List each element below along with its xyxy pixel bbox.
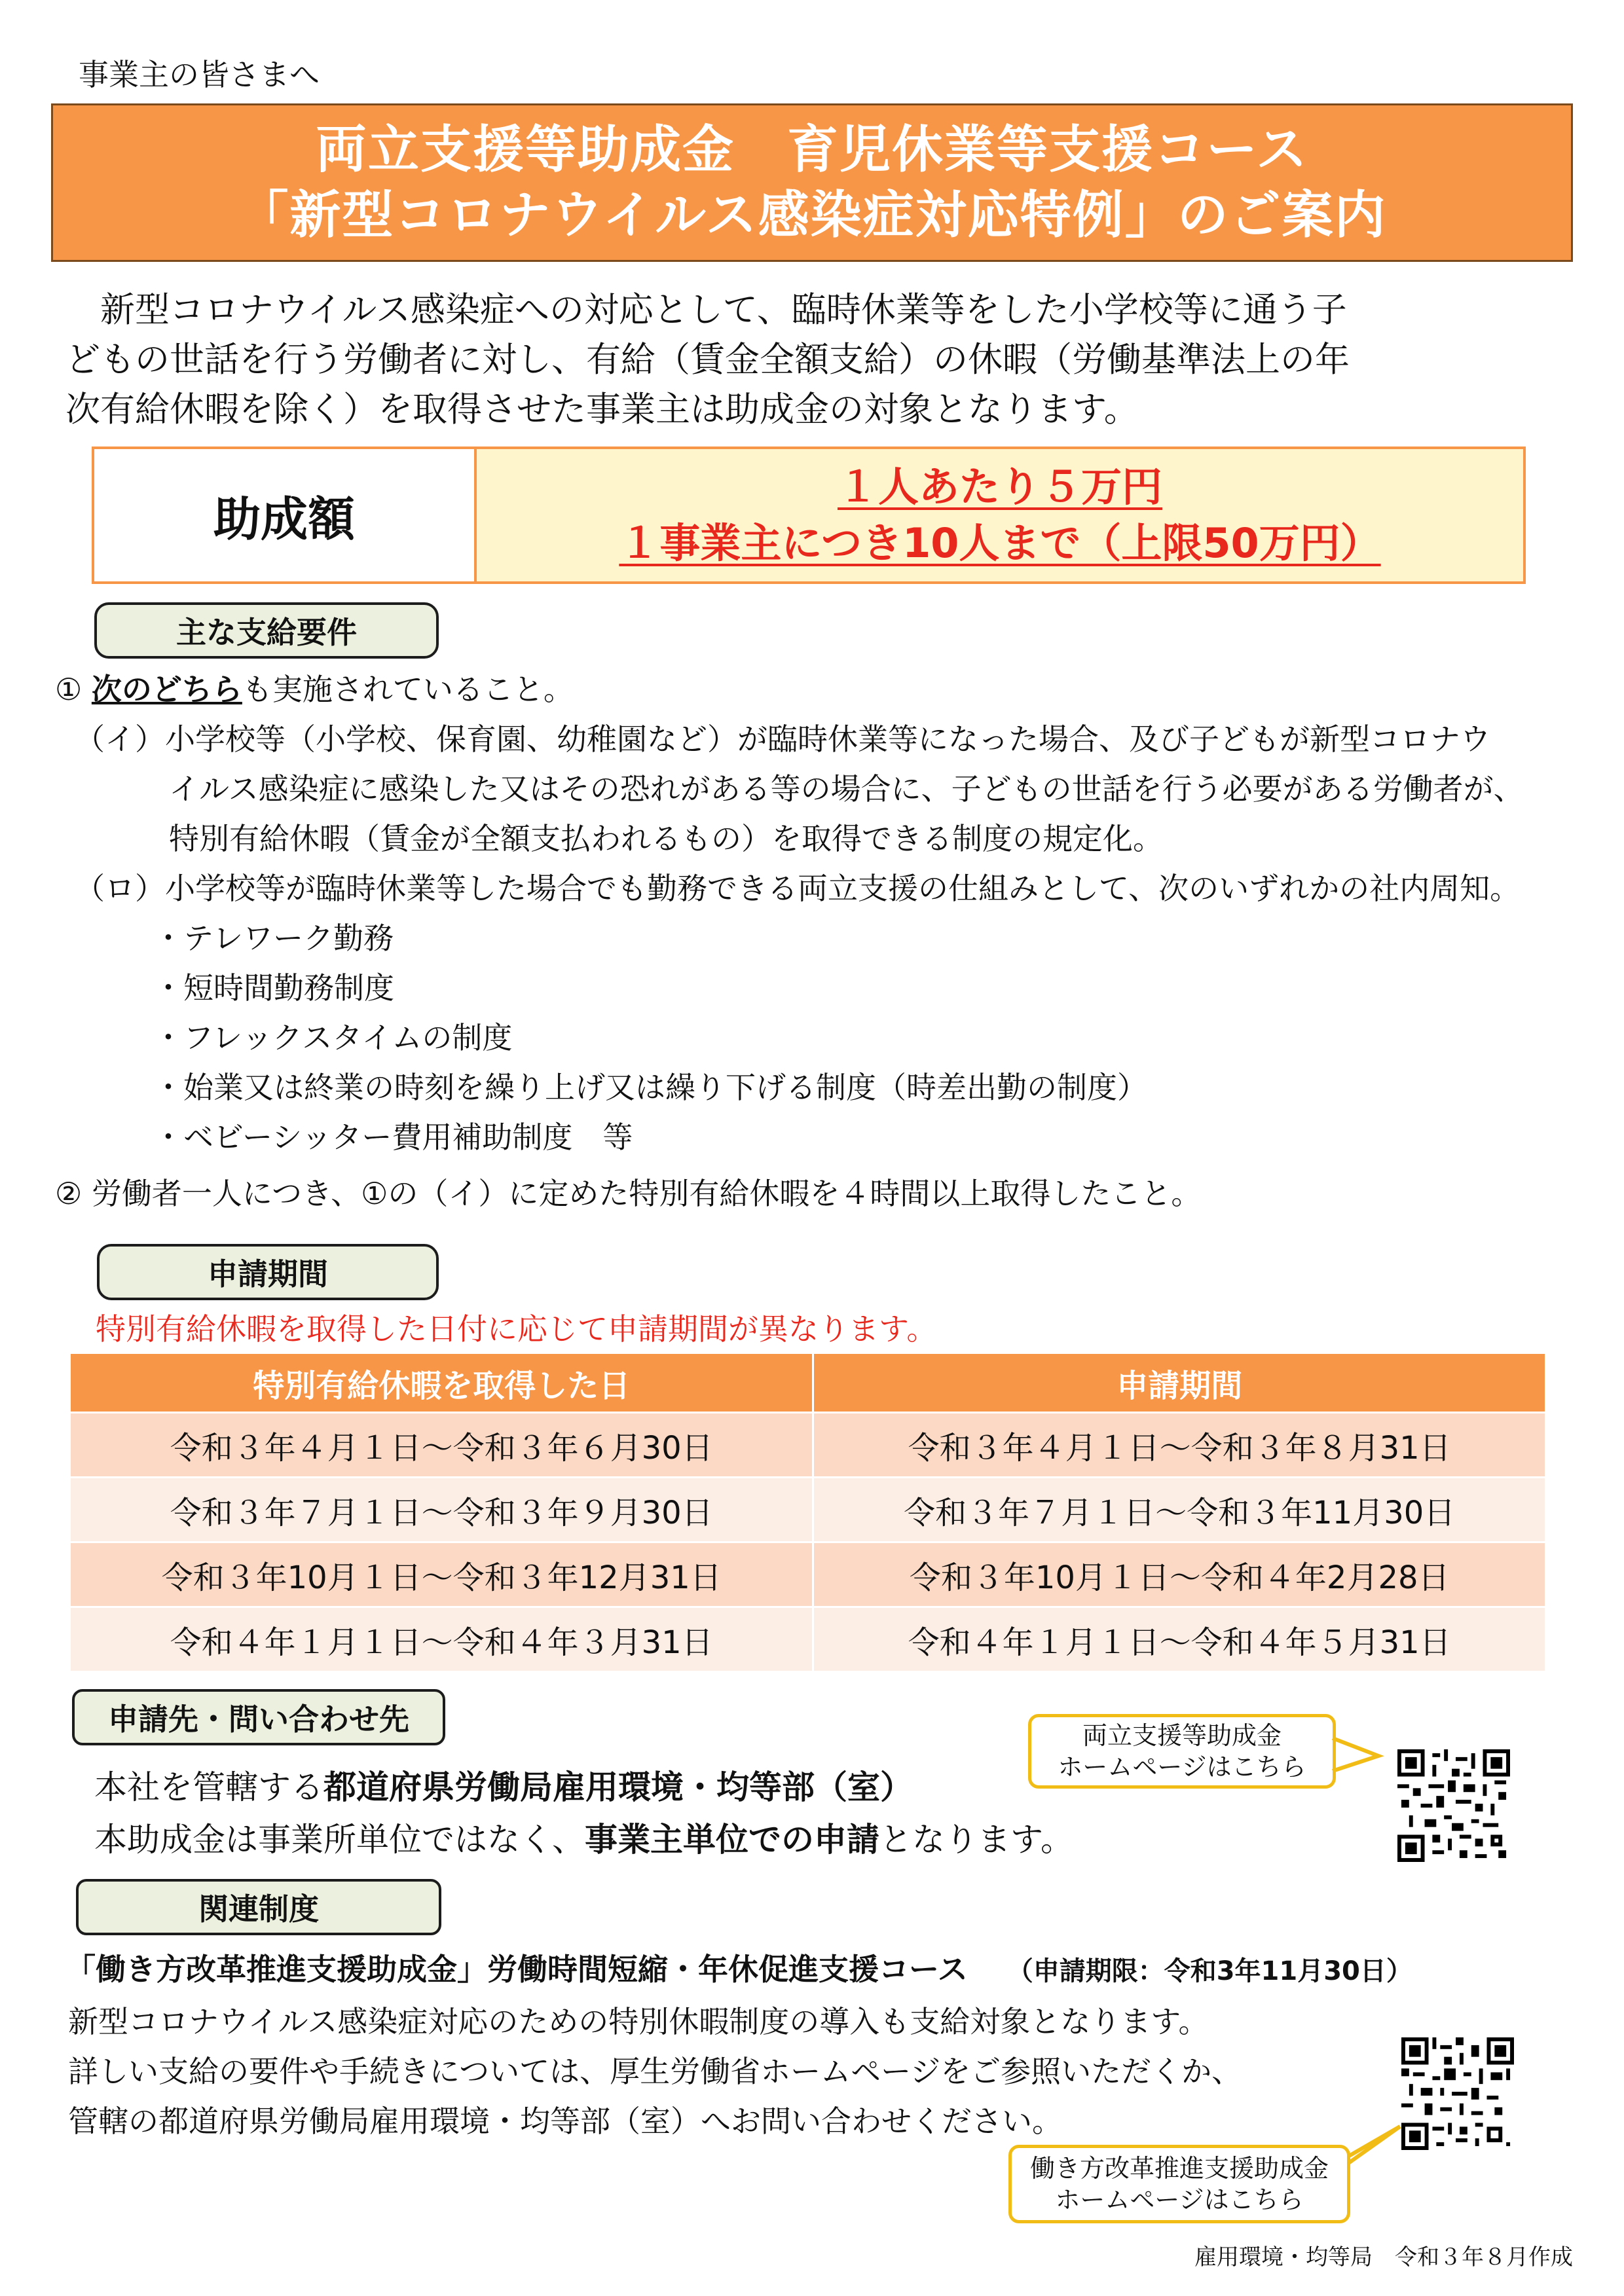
qr-code-hatarakikata[interactable]	[1401, 2037, 1514, 2150]
cell-apply: 令和４年１月１日～令和４年５月31日	[813, 1607, 1546, 1671]
cell-taken: 令和３年４月１日～令和３年６月30日	[71, 1413, 813, 1478]
amount-limit: １事業主につき10人まで（上限50万円）	[619, 519, 1381, 567]
bullet-item: ・ベビーシッター費用補助制度 等	[153, 1120, 633, 1155]
table-row	[71, 1478, 1546, 1542]
requirement-1: ① 次のどちらも実施されていること。	[55, 672, 574, 707]
related-deadline: （申請期限：令和3年11月30日）	[1006, 1956, 1412, 1986]
requirement-ro-line-1: （ロ）小学校等が臨時休業等した場合でも勤務できる両立支援の仕組みとして、次のいずれかの社内周知。	[75, 871, 1521, 906]
subsidy-amount-box	[92, 446, 1526, 584]
period-table	[71, 1354, 1547, 1671]
callout-ryoritsu: 両立支援等助成金 ホームページはこちら	[1028, 1714, 1336, 1789]
cell-apply: 令和３年７月１日～令和３年11月30日	[813, 1478, 1546, 1542]
table-row	[71, 1607, 1546, 1671]
contact-line-1: 本社を管轄する都道府県労働局雇用環境・均等部（室）	[94, 1768, 913, 1806]
callout-pointer-1	[1329, 1735, 1388, 1774]
bullet-item: ・短時間勤務制度	[153, 970, 394, 1006]
cell-apply: 令和３年４月１日～令和３年８月31日	[813, 1413, 1546, 1478]
requirement-i-line-1: （イ）小学校等（小学校、保育園、幼稚園など）が臨時休業等になった場合、及び子どもが新型コロナウ	[75, 721, 1490, 757]
title-line-2: 「新型コロナウイルス感染症対応特例」のご案内	[237, 186, 1387, 245]
cell-apply: 令和３年10月１日～令和４年2月28日	[813, 1542, 1546, 1607]
table-row	[71, 1542, 1546, 1607]
intro-line-1: 新型コロナウイルス感染症への対応として、臨時休業等をした小学校等に通う子	[65, 290, 1347, 330]
related-title-row	[65, 1944, 1591, 1996]
cell-taken: 令和３年10月１日～令和３年12月31日	[71, 1542, 813, 1607]
intro-line-3: 次有給休暇を除く）を取得させた事業主は助成金の対象となります。	[65, 390, 1139, 429]
requirement-1-emphasis: 次のどちら	[91, 672, 242, 707]
period-table-header-apply: 申請期間	[813, 1354, 1546, 1413]
contact-text	[94, 1761, 1073, 1866]
title-line-1: 両立支援等助成金 育児休業等支援コース	[315, 120, 1309, 179]
requirement-i-line-2: イルス感染症に感染した又はその恐れがある等の場合に、子どもの世話を行う必要がある労働者が、	[169, 771, 1524, 807]
requirements-heading: 主な支給要件	[94, 602, 439, 659]
intro-paragraph	[65, 285, 1572, 435]
addressee: 事業主の皆さまへ	[79, 57, 320, 92]
table-row	[71, 1413, 1546, 1478]
related-line-1: 新型コロナウイルス感染症対応のための特別休暇制度の導入も支給対象となります。	[68, 2004, 1209, 2039]
intro-line-2: どもの世話を行う労働者に対し、有給（賃金全額支給）の休暇（労働基準法上の年	[65, 340, 1350, 380]
qr-code-ryoritsu[interactable]	[1397, 1749, 1510, 1862]
contact-heading: 申請先・問い合わせ先	[72, 1689, 445, 1745]
related-line-3: 管轄の都道府県労働局雇用環境・均等部（室）へお問い合わせください。	[68, 2104, 1062, 2139]
bullet-item: ・始業又は終業の時刻を繰り上げ又は繰り下げる制度（時差出勤の制度）	[153, 1070, 1147, 1105]
contact-line-2: 本助成金は事業所単位ではなく、事業主単位での申請となります。	[94, 1821, 1073, 1859]
requirement-2: ② 労働者一人につき、①の（イ）に定めた特別有給休暇を４時間以上取得したこと。	[55, 1176, 1202, 1211]
period-table-wrapper	[71, 1354, 1547, 1671]
related-heading: 関連制度	[76, 1879, 441, 1935]
related-text	[68, 1997, 1242, 2146]
period-note: 特別有給休暇を取得した日付に応じて申請期間が異なります。	[96, 1311, 937, 1347]
footer-credit: 雇用環境・均等局 令和３年８月作成	[1194, 2244, 1573, 2270]
period-table-header-taken: 特別有給休暇を取得した日	[71, 1354, 813, 1413]
bullet-item: ・フレックスタイムの制度	[153, 1020, 513, 1055]
cell-taken: 令和４年１月１日～令和４年３月31日	[71, 1607, 813, 1671]
related-line-2: 詳しい支給の要件や手続きについては、厚生労働省ホームページをご参照いただくか、	[68, 2054, 1242, 2089]
title-banner	[51, 103, 1573, 262]
amount-value	[477, 449, 1523, 581]
callout-hatarakikata: 働き方改革推進支援助成金 ホームページはこちら	[1008, 2145, 1350, 2223]
amount-per-person: １人あたり５万円	[837, 463, 1162, 511]
cell-taken: 令和３年７月１日～令和３年９月30日	[71, 1478, 813, 1542]
requirements-list	[55, 665, 1581, 1218]
requirement-i-line-3: 特別有給休暇（賃金が全額支払われるもの）を取得できる制度の規定化。	[169, 821, 1163, 856]
related-title: 「働き方改革推進支援助成金」労働時間短縮・年休促進支援コース	[65, 1952, 968, 1987]
amount-label: 助成額	[94, 449, 477, 581]
period-heading: 申請期間	[97, 1244, 439, 1300]
bullet-item: ・テレワーク勤務	[153, 920, 394, 956]
